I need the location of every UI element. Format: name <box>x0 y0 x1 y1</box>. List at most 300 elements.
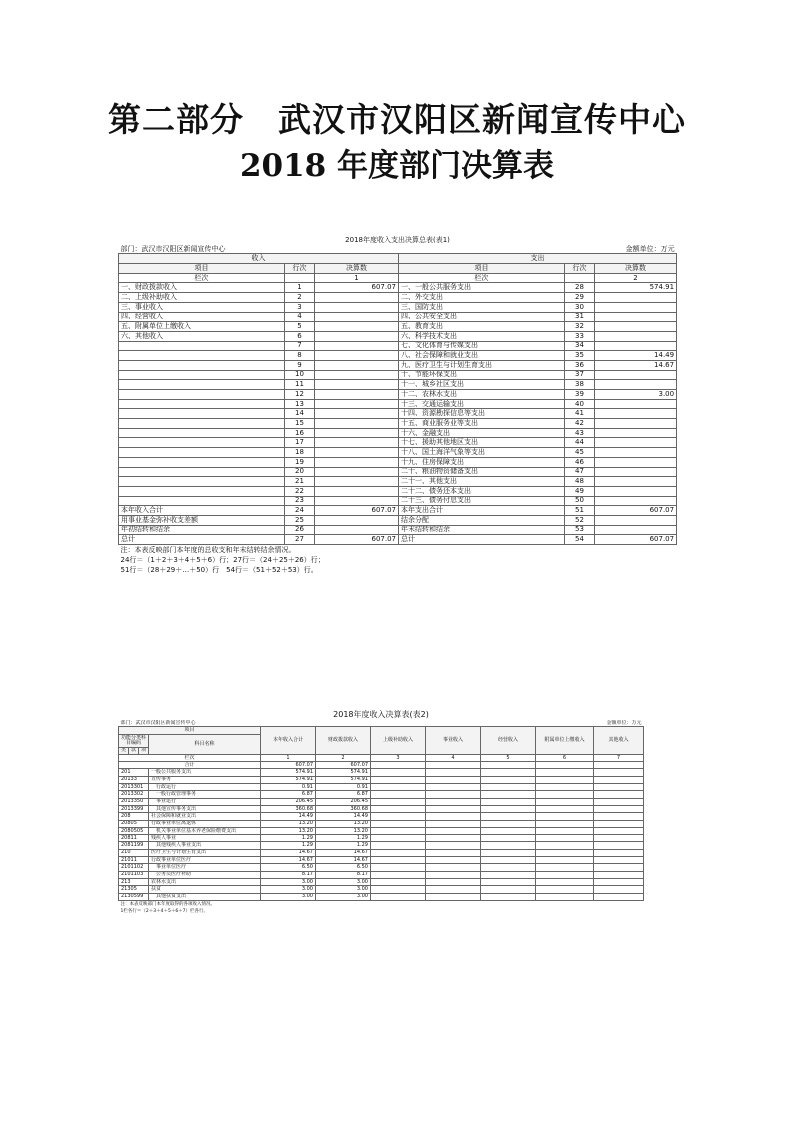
table-cell-inc <box>119 428 285 438</box>
table-row <box>119 477 677 487</box>
table-cell-empty <box>536 827 594 834</box>
table-cell-empty <box>536 798 594 805</box>
table-cell-exp: 十二、农林水支出 <box>399 390 565 400</box>
table-cell-name: 一般行政管理事务 <box>149 791 261 798</box>
table-cell-exp: 本年支出合计 <box>399 506 565 516</box>
table-cell-eamt <box>595 380 677 390</box>
table-cell-eno: 30 <box>565 302 595 312</box>
table-cell-code: 21305 <box>119 886 149 893</box>
table-cell-eamt <box>595 370 677 380</box>
table-cell-empty <box>481 827 536 834</box>
table-cell-exp: 总计 <box>399 535 565 545</box>
table-cell-empty <box>594 776 644 783</box>
table-cell-amount: 13.20 <box>316 827 371 834</box>
table-cell-code: 2080505 <box>119 827 149 834</box>
table-cell-eamt <box>595 457 677 467</box>
table-cell-inc: 一、财政拨款收入 <box>119 283 285 293</box>
table-cell-empty <box>594 791 644 798</box>
table-cell-empty <box>481 813 536 820</box>
table-cell-eamt: 607.07 <box>595 506 677 516</box>
table-cell-eamt <box>595 438 677 448</box>
table-cell-code: 213 <box>119 878 149 885</box>
table-cell-exp: 三、国防支出 <box>399 302 565 312</box>
table-row <box>119 791 644 798</box>
table-cell-ino: 24 <box>285 506 315 516</box>
table-cell-amount: 3.00 <box>261 886 316 893</box>
table-cell-amount: 14.67 <box>261 857 316 864</box>
lanci-expense: 2 <box>595 273 677 283</box>
table-cell-empty <box>481 857 536 864</box>
table-cell-empty <box>594 805 644 812</box>
table-cell-eno: 45 <box>565 448 595 458</box>
table-row <box>119 878 644 885</box>
table-cell-exp: 八、社会保障和就业支出 <box>399 351 565 361</box>
table-cell-eamt: 14.67 <box>595 360 677 370</box>
table-cell-inc: 二、上级补助收入 <box>119 293 285 303</box>
table-cell-amount: 574.91 <box>261 769 316 776</box>
table-row <box>119 784 644 791</box>
table-cell-exp: 十四、资源勘探信息等支出 <box>399 409 565 419</box>
table-row <box>119 438 677 448</box>
table-row <box>119 893 644 900</box>
table-cell-empty <box>371 871 426 878</box>
table-cell-amount: 1.29 <box>261 842 316 849</box>
table-row <box>119 312 677 322</box>
table-cell-code: 210 <box>119 849 149 856</box>
table-cell-empty <box>426 798 481 805</box>
lanci-income: 1 <box>315 273 399 283</box>
table-cell-iamt <box>315 293 399 303</box>
table-cell-empty <box>371 864 426 871</box>
table2-kuan: 款 <box>129 747 139 754</box>
table-cell-eamt <box>595 409 677 419</box>
income-detail-table <box>118 710 644 915</box>
table-cell-empty <box>426 893 481 900</box>
table-cell-inc <box>119 496 285 506</box>
table-cell-iamt <box>315 448 399 458</box>
table-cell-empty <box>536 813 594 820</box>
table2-lanci-num: 6 <box>536 754 594 761</box>
col-item: 项目 <box>399 264 565 274</box>
table-cell-inc <box>119 399 285 409</box>
table-cell-eamt <box>595 477 677 487</box>
table-cell-code: 2013399 <box>119 805 149 812</box>
table-cell-amount: 6.50 <box>316 864 371 871</box>
table2-total-label: 合计 <box>119 762 261 769</box>
table-cell-amount: 14.67 <box>316 849 371 856</box>
table-cell-empty <box>481 864 536 871</box>
table-cell-iamt <box>315 390 399 400</box>
table-cell-eno: 38 <box>565 380 595 390</box>
table-row <box>119 849 644 856</box>
table-cell-amount: 14.49 <box>261 813 316 820</box>
table-cell-empty <box>536 871 594 878</box>
col-row: 行次 <box>285 264 315 274</box>
table-cell-iamt <box>315 467 399 477</box>
table-cell-empty <box>371 813 426 820</box>
table-cell-eamt <box>595 448 677 458</box>
table-cell-iamt <box>315 331 399 341</box>
table-cell-empty <box>481 820 536 827</box>
table-cell-code: 2013350 <box>119 798 149 805</box>
table2-lanci-num: 7 <box>594 754 644 761</box>
table-cell-ino: 7 <box>285 341 315 351</box>
table-cell-amount: 6.87 <box>316 791 371 798</box>
table-cell-eamt <box>595 525 677 535</box>
table2-project-header: 项目 <box>119 727 261 734</box>
table-cell-inc <box>119 448 285 458</box>
table-cell-amount: 13.20 <box>261 820 316 827</box>
table-cell-inc: 三、事业收入 <box>119 302 285 312</box>
table2-dept: 部门：武汉市汉阳区新闻宣传中心 <box>120 720 196 726</box>
table-cell-empty <box>426 769 481 776</box>
table-cell-inc <box>119 467 285 477</box>
table-row <box>119 419 677 429</box>
table-cell-inc: 年初结转和结余 <box>119 525 285 535</box>
table-row <box>119 805 644 812</box>
table-cell-exp: 二十一、其他支出 <box>399 477 565 487</box>
table-cell-empty <box>481 842 536 849</box>
table2-col-head: 经营收入 <box>481 727 536 755</box>
table-cell-amount: 1.29 <box>261 835 316 842</box>
table-row <box>119 448 677 458</box>
table-cell-empty <box>536 820 594 827</box>
table-cell-code: 20133 <box>119 776 149 783</box>
table-cell-exp: 二十二、债务还本支出 <box>399 486 565 496</box>
table-cell-iamt: 607.07 <box>315 535 399 545</box>
table-cell-empty <box>481 798 536 805</box>
table-row <box>119 827 644 834</box>
table-cell-empty <box>426 805 481 812</box>
table2-lanci-num: 2 <box>316 754 371 761</box>
table-cell-ino: 26 <box>285 525 315 535</box>
table-row <box>119 390 677 400</box>
table-cell-name: 行政事业单位离退休 <box>149 820 261 827</box>
table-cell-iamt <box>315 370 399 380</box>
table-cell-empty <box>371 842 426 849</box>
table-cell-code: 2130599 <box>119 893 149 900</box>
table-cell-exp: 结余分配 <box>399 515 565 525</box>
table-row <box>119 857 644 864</box>
table-cell-ino: 8 <box>285 351 315 361</box>
table-cell-ino: 11 <box>285 380 315 390</box>
table-cell-empty <box>426 849 481 856</box>
table-row <box>119 360 677 370</box>
table-cell-empty <box>594 849 644 856</box>
table-cell-inc <box>119 409 285 419</box>
table-cell-eno: 37 <box>565 370 595 380</box>
table-cell-empty <box>426 871 481 878</box>
table-cell-eno: 53 <box>565 525 595 535</box>
table-cell-exp: 年末结转和结余 <box>399 525 565 535</box>
table-cell-name: 社会保障和就业支出 <box>149 813 261 820</box>
table-row <box>119 515 677 525</box>
table-cell-eno: 32 <box>565 322 595 332</box>
table-cell-eno: 42 <box>565 419 595 429</box>
table-row <box>119 486 677 496</box>
table-cell-empty <box>481 849 536 856</box>
table-cell-amount: 3.00 <box>261 893 316 900</box>
table-cell-amount: 3.00 <box>316 893 371 900</box>
table-cell-inc: 四、经营收入 <box>119 312 285 322</box>
table-cell-eamt: 574.91 <box>595 283 677 293</box>
table-cell-empty <box>594 878 644 885</box>
table-cell-eamt <box>595 467 677 477</box>
table-cell-empty <box>371 827 426 834</box>
table-cell-empty <box>536 842 594 849</box>
table-cell-amount: 3.00 <box>316 878 371 885</box>
table-cell-eno: 43 <box>565 428 595 438</box>
table-cell-empty <box>426 784 481 791</box>
table-cell-ino: 14 <box>285 409 315 419</box>
table-cell-inc: 用事业基金弥补收支差额 <box>119 515 285 525</box>
table-cell-empty <box>594 842 644 849</box>
table-row <box>119 525 677 535</box>
table2-lanci-label: 栏次 <box>119 754 261 761</box>
table-cell-amount: 13.20 <box>261 827 316 834</box>
lanci-label: 栏次 <box>119 273 285 283</box>
table-cell-empty <box>536 791 594 798</box>
table-cell-eno: 33 <box>565 331 595 341</box>
table-cell-iamt <box>315 322 399 332</box>
table-cell-empty <box>536 776 594 783</box>
table-row <box>119 380 677 390</box>
table2-total-value: 607.07 <box>261 762 316 769</box>
table-cell-amount: 3.00 <box>261 878 316 885</box>
table-cell-empty <box>481 805 536 812</box>
table2-unit: 金额单位：万元 <box>606 720 642 726</box>
table-cell-ino: 3 <box>285 302 315 312</box>
table-cell-amount: 574.91 <box>316 776 371 783</box>
table-cell-amount: 14.67 <box>261 849 316 856</box>
table-row <box>119 322 677 332</box>
table-cell-empty <box>481 784 536 791</box>
table2-col-head: 附属单位上缴收入 <box>536 727 594 755</box>
table-cell-eno: 49 <box>565 486 595 496</box>
table-cell-empty <box>536 864 594 871</box>
table-cell-eno: 35 <box>565 351 595 361</box>
table-row <box>119 835 644 842</box>
table-cell-empty <box>594 864 644 871</box>
table-cell-amount: 574.91 <box>261 776 316 783</box>
table-cell-name: 医疗卫生与计划生育支出 <box>149 849 261 856</box>
table-cell-amount: 574.91 <box>316 769 371 776</box>
table2-xiang: 项 <box>139 747 149 754</box>
table-cell-eamt <box>595 341 677 351</box>
table2-lanci-num: 1 <box>261 754 316 761</box>
table-cell-code: 21011 <box>119 857 149 864</box>
table-cell-ino: 4 <box>285 312 315 322</box>
table-cell-name: 事业单位医疗 <box>149 864 261 871</box>
table-cell-iamt <box>315 312 399 322</box>
table2-col-head: 其他收入 <box>594 727 644 755</box>
table-cell-exp: 十三、交通运输支出 <box>399 399 565 409</box>
table-cell-empty <box>536 886 594 893</box>
table-cell-inc <box>119 370 285 380</box>
table-cell-eamt <box>595 515 677 525</box>
table-cell-exp: 十一、城乡社区支出 <box>399 380 565 390</box>
table-cell-empty <box>536 849 594 856</box>
table-cell-ino: 5 <box>285 322 315 332</box>
table-cell-empty <box>481 769 536 776</box>
table-cell-exp: 十九、住房保障支出 <box>399 457 565 467</box>
table-cell-ino: 16 <box>285 428 315 438</box>
table-cell-ino: 15 <box>285 419 315 429</box>
table-cell-inc: 六、其他收入 <box>119 331 285 341</box>
table-cell-name: 机关事业单位基本养老保险缴费支出 <box>149 827 261 834</box>
table-cell-eno: 50 <box>565 496 595 506</box>
col-amount: 决算数 <box>595 264 677 274</box>
table2-lanci-num: 5 <box>481 754 536 761</box>
table-cell-amount: 6.50 <box>261 864 316 871</box>
table-cell-ino: 20 <box>285 467 315 477</box>
page-title-line1: 第二部分 武汉市汉阳区新闻宣传中心 <box>108 100 686 139</box>
table-cell-eno: 44 <box>565 438 595 448</box>
table-cell-empty <box>536 769 594 776</box>
table-cell-empty <box>594 813 644 820</box>
table-cell-empty <box>481 871 536 878</box>
table-cell-code: 2081199 <box>119 842 149 849</box>
table-cell-empty <box>481 878 536 885</box>
table-cell-iamt <box>315 477 399 487</box>
table-cell-eno: 47 <box>565 467 595 477</box>
table-cell-ino: 22 <box>285 486 315 496</box>
table-row <box>119 293 677 303</box>
table-cell-exp: 十、节能环保支出 <box>399 370 565 380</box>
table2-title: 2018年度收入决算表(表2) <box>333 710 429 719</box>
table-cell-empty <box>426 878 481 885</box>
table-cell-eno: 48 <box>565 477 595 487</box>
table-cell-empty <box>371 820 426 827</box>
table-cell-name: 事业运行 <box>149 798 261 805</box>
table-row <box>119 428 677 438</box>
table-cell-name: 扶贫 <box>149 886 261 893</box>
table-cell-empty <box>426 857 481 864</box>
table-cell-inc <box>119 457 285 467</box>
table-cell-empty <box>426 864 481 871</box>
table2-lei: 类 <box>119 747 129 754</box>
table2-name-header: 科目名称 <box>149 734 261 754</box>
table-cell-amount: 14.49 <box>316 813 371 820</box>
table-row <box>119 399 677 409</box>
table-cell-empty <box>481 835 536 842</box>
table-cell-inc <box>119 390 285 400</box>
table-row <box>119 351 677 361</box>
table-cell-eamt <box>595 399 677 409</box>
table-cell-ino: 23 <box>285 496 315 506</box>
table-cell-inc <box>119 360 285 370</box>
col-item: 项目 <box>119 264 285 274</box>
table-cell-amount: 1.29 <box>316 842 371 849</box>
table-cell-eno: 46 <box>565 457 595 467</box>
table-row <box>119 370 677 380</box>
table-cell-iamt: 607.07 <box>315 283 399 293</box>
table-cell-name: 其他宣传事务支出 <box>149 805 261 812</box>
table-cell-ino: 2 <box>285 293 315 303</box>
table-cell-iamt <box>315 399 399 409</box>
table-cell-empty <box>371 791 426 798</box>
table-cell-empty <box>536 835 594 842</box>
table-cell-empty <box>536 805 594 812</box>
table-cell-exp: 二十三、债务付息支出 <box>399 496 565 506</box>
table-cell-ino: 9 <box>285 360 315 370</box>
table-cell-inc <box>119 486 285 496</box>
table2-lanci-num: 3 <box>371 754 426 761</box>
table-cell-eno: 51 <box>565 506 595 516</box>
table-cell-iamt <box>315 302 399 312</box>
table2-note-2: 1栏各行＝（2＋3＋4＋5＋6＋7）栏各行。 <box>120 908 209 914</box>
table-cell-eno: 54 <box>565 535 595 545</box>
table-cell-empty <box>371 805 426 812</box>
table2-col-head: 本年收入合计 <box>261 727 316 755</box>
table-cell-iamt <box>315 360 399 370</box>
table-cell-exp: 五、教育支出 <box>399 322 565 332</box>
table-cell-exp: 十五、商业服务业等支出 <box>399 419 565 429</box>
table-cell-empty <box>371 886 426 893</box>
table-cell-iamt <box>315 525 399 535</box>
table-cell-ino: 6 <box>285 331 315 341</box>
table-cell-inc: 本年收入合计 <box>119 506 285 516</box>
table-cell-eno: 31 <box>565 312 595 322</box>
table-cell-amount: 14.67 <box>316 857 371 864</box>
table-cell-empty <box>481 893 536 900</box>
table-cell-eamt <box>595 496 677 506</box>
table-cell-exp: 十六、金融支出 <box>399 428 565 438</box>
table-cell-empty <box>481 886 536 893</box>
table-cell-ino: 12 <box>285 390 315 400</box>
table-row <box>119 409 677 419</box>
table1-unit: 金额单位：万元 <box>625 244 675 253</box>
table-row <box>119 341 677 351</box>
table-cell-eno: 34 <box>565 341 595 351</box>
col-amount: 决算数 <box>315 264 399 274</box>
table-cell-eamt <box>595 428 677 438</box>
table-cell-empty <box>426 820 481 827</box>
table-cell-empty <box>426 827 481 834</box>
table-cell-name: 其他扶贫支出 <box>149 893 261 900</box>
table-cell-code: 20805 <box>119 820 149 827</box>
table-cell-empty <box>594 820 644 827</box>
table-cell-empty <box>371 798 426 805</box>
table-cell-empty <box>594 835 644 842</box>
table-cell-empty <box>426 776 481 783</box>
table-cell-name: 一般公共服务支出 <box>149 769 261 776</box>
table-cell-code: 2013302 <box>119 791 149 798</box>
table2-note-1: 注：本表反映部门本年度取得的各项收入情况。 <box>120 901 215 907</box>
summary-table-sheet <box>118 236 676 652</box>
table-cell-exp: 二十、粮油物资储备支出 <box>399 467 565 477</box>
table-row <box>119 302 677 312</box>
table-cell-empty <box>594 871 644 878</box>
table-cell-ino: 13 <box>285 399 315 409</box>
table-cell-eno: 28 <box>565 283 595 293</box>
table-cell-empty <box>371 857 426 864</box>
table-row <box>119 864 644 871</box>
table-cell-eno: 36 <box>565 360 595 370</box>
table-cell-amount: 3.00 <box>316 886 371 893</box>
table-cell-empty <box>594 798 644 805</box>
table-cell-eamt <box>595 293 677 303</box>
table-cell-eamt: 3.00 <box>595 390 677 400</box>
table-cell-eamt <box>595 322 677 332</box>
table-cell-eamt <box>595 331 677 341</box>
table2-total-value: 607.07 <box>316 762 371 769</box>
table-cell-exp: 十八、国土海洋气象等支出 <box>399 448 565 458</box>
table-cell-ino: 19 <box>285 457 315 467</box>
table-row <box>119 776 644 783</box>
table-cell-empty <box>371 835 426 842</box>
table-cell-name: 行政运行 <box>149 784 261 791</box>
